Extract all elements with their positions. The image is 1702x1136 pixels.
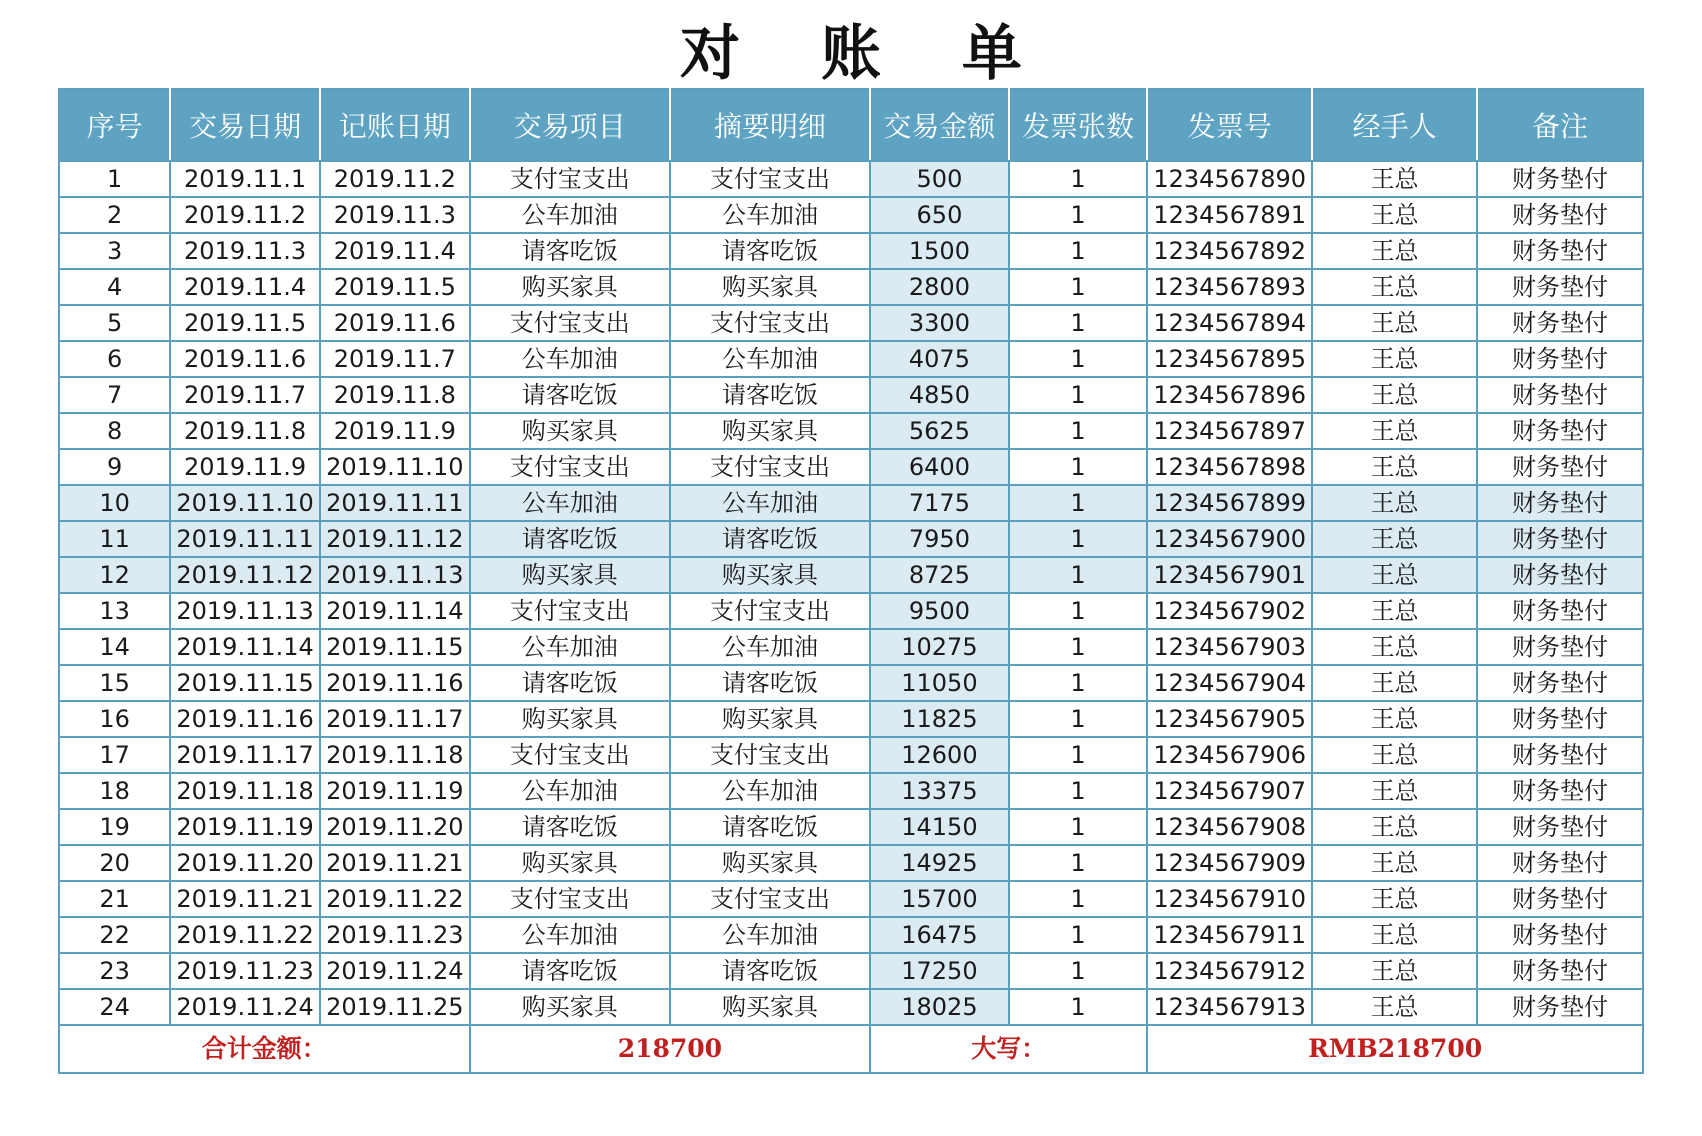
cell-item: 公车加油 [470, 341, 670, 377]
header-remarks: 备注 [1477, 89, 1643, 161]
cell-handler: 王总 [1312, 413, 1477, 449]
cell-invoice-number: 1234567912 [1147, 953, 1312, 989]
cell-summary: 购买家具 [670, 701, 870, 737]
cell-index: 23 [59, 953, 170, 989]
cell-amount: 16475 [870, 917, 1009, 953]
cell-trade-date: 2019.11.10 [170, 485, 320, 521]
cell-invoice-count: 1 [1009, 197, 1148, 233]
cell-invoice-number: 1234567904 [1147, 665, 1312, 701]
cell-remarks: 财务垫付 [1477, 377, 1643, 413]
total-upper-label: 大写： [870, 1025, 1147, 1073]
cell-item: 公车加油 [470, 917, 670, 953]
total-label: 合计金额： [59, 1025, 470, 1073]
cell-handler: 王总 [1312, 665, 1477, 701]
header-item: 交易项目 [470, 89, 670, 161]
cell-item: 支付宝支出 [470, 737, 670, 773]
cell-invoice-count: 1 [1009, 413, 1148, 449]
cell-invoice-count: 1 [1009, 701, 1148, 737]
cell-remarks: 财务垫付 [1477, 413, 1643, 449]
cell-remarks: 财务垫付 [1477, 233, 1643, 269]
cell-summary: 请客吃饭 [670, 233, 870, 269]
total-value: 218700 [470, 1025, 871, 1073]
cell-summary: 请客吃饭 [670, 521, 870, 557]
cell-summary: 公车加油 [670, 197, 870, 233]
header-summary: 摘要明细 [670, 89, 870, 161]
table-row [59, 953, 1643, 989]
cell-trade-date: 2019.11.11 [170, 521, 320, 557]
header-trade-date: 交易日期 [170, 89, 320, 161]
cell-invoice-count: 1 [1009, 485, 1148, 521]
cell-handler: 王总 [1312, 593, 1477, 629]
cell-remarks: 财务垫付 [1477, 881, 1643, 917]
header-handler: 经手人 [1312, 89, 1477, 161]
cell-remarks: 财务垫付 [1477, 917, 1643, 953]
cell-index: 7 [59, 377, 170, 413]
cell-trade-date: 2019.11.16 [170, 701, 320, 737]
total-upper-value: RMB218700 [1147, 1025, 1643, 1073]
cell-invoice-count: 1 [1009, 953, 1148, 989]
cell-index: 6 [59, 341, 170, 377]
cell-handler: 王总 [1312, 161, 1477, 197]
cell-trade-date: 2019.11.23 [170, 953, 320, 989]
cell-handler: 王总 [1312, 269, 1477, 305]
cell-index: 1 [59, 161, 170, 197]
cell-posting-date: 2019.11.10 [320, 449, 470, 485]
cell-invoice-number: 1234567897 [1147, 413, 1312, 449]
cell-amount: 11825 [870, 701, 1009, 737]
cell-remarks: 财务垫付 [1477, 269, 1643, 305]
cell-trade-date: 2019.11.2 [170, 197, 320, 233]
cell-amount: 13375 [870, 773, 1009, 809]
cell-invoice-count: 1 [1009, 449, 1148, 485]
cell-remarks: 财务垫付 [1477, 557, 1643, 593]
table-row [59, 305, 1643, 341]
cell-posting-date: 2019.11.15 [320, 629, 470, 665]
cell-summary: 公车加油 [670, 341, 870, 377]
cell-trade-date: 2019.11.4 [170, 269, 320, 305]
cell-amount: 14150 [870, 809, 1009, 845]
cell-posting-date: 2019.11.4 [320, 233, 470, 269]
cell-invoice-count: 1 [1009, 269, 1148, 305]
cell-index: 8 [59, 413, 170, 449]
cell-index: 16 [59, 701, 170, 737]
cell-remarks: 财务垫付 [1477, 737, 1643, 773]
cell-invoice-number: 1234567895 [1147, 341, 1312, 377]
table-row [59, 269, 1643, 305]
cell-summary: 购买家具 [670, 989, 870, 1025]
cell-handler: 王总 [1312, 773, 1477, 809]
cell-amount: 7175 [870, 485, 1009, 521]
cell-handler: 王总 [1312, 989, 1477, 1025]
cell-posting-date: 2019.11.14 [320, 593, 470, 629]
header-index: 序号 [59, 89, 170, 161]
cell-index: 3 [59, 233, 170, 269]
cell-item: 请客吃饭 [470, 377, 670, 413]
cell-handler: 王总 [1312, 305, 1477, 341]
cell-remarks: 财务垫付 [1477, 773, 1643, 809]
cell-item: 公车加油 [470, 197, 670, 233]
cell-invoice-number: 1234567907 [1147, 773, 1312, 809]
cell-amount: 12600 [870, 737, 1009, 773]
total-row [59, 1025, 1643, 1073]
cell-remarks: 财务垫付 [1477, 521, 1643, 557]
cell-invoice-number: 1234567905 [1147, 701, 1312, 737]
cell-handler: 王总 [1312, 341, 1477, 377]
cell-posting-date: 2019.11.13 [320, 557, 470, 593]
cell-handler: 王总 [1312, 485, 1477, 521]
cell-amount: 4850 [870, 377, 1009, 413]
cell-index: 14 [59, 629, 170, 665]
cell-item: 支付宝支出 [470, 161, 670, 197]
cell-invoice-count: 1 [1009, 341, 1148, 377]
cell-amount: 1500 [870, 233, 1009, 269]
cell-invoice-number: 1234567894 [1147, 305, 1312, 341]
cell-invoice-count: 1 [1009, 305, 1148, 341]
cell-remarks: 财务垫付 [1477, 485, 1643, 521]
cell-item: 支付宝支出 [470, 593, 670, 629]
cell-invoice-number: 1234567890 [1147, 161, 1312, 197]
cell-trade-date: 2019.11.8 [170, 413, 320, 449]
cell-handler: 王总 [1312, 197, 1477, 233]
cell-item: 购买家具 [470, 845, 670, 881]
cell-trade-date: 2019.11.13 [170, 593, 320, 629]
cell-remarks: 财务垫付 [1477, 701, 1643, 737]
cell-amount: 5625 [870, 413, 1009, 449]
cell-invoice-count: 1 [1009, 377, 1148, 413]
cell-amount: 7950 [870, 521, 1009, 557]
cell-trade-date: 2019.11.15 [170, 665, 320, 701]
cell-amount: 4075 [870, 341, 1009, 377]
cell-item: 公车加油 [470, 629, 670, 665]
cell-invoice-count: 1 [1009, 593, 1148, 629]
cell-index: 11 [59, 521, 170, 557]
cell-invoice-count: 1 [1009, 629, 1148, 665]
cell-invoice-count: 1 [1009, 233, 1148, 269]
cell-posting-date: 2019.11.18 [320, 737, 470, 773]
table-body [59, 161, 1643, 1025]
table-row [59, 593, 1643, 629]
cell-posting-date: 2019.11.6 [320, 305, 470, 341]
cell-item: 请客吃饭 [470, 665, 670, 701]
cell-amount: 18025 [870, 989, 1009, 1025]
cell-item: 请客吃饭 [470, 521, 670, 557]
cell-summary: 支付宝支出 [670, 737, 870, 773]
cell-invoice-count: 1 [1009, 521, 1148, 557]
cell-index: 13 [59, 593, 170, 629]
cell-invoice-number: 1234567910 [1147, 881, 1312, 917]
cell-posting-date: 2019.11.20 [320, 809, 470, 845]
cell-index: 2 [59, 197, 170, 233]
cell-invoice-number: 1234567893 [1147, 269, 1312, 305]
cell-trade-date: 2019.11.12 [170, 557, 320, 593]
cell-invoice-number: 1234567906 [1147, 737, 1312, 773]
cell-posting-date: 2019.11.24 [320, 953, 470, 989]
cell-invoice-number: 1234567900 [1147, 521, 1312, 557]
table-row [59, 845, 1643, 881]
cell-trade-date: 2019.11.17 [170, 737, 320, 773]
cell-posting-date: 2019.11.2 [320, 161, 470, 197]
cell-posting-date: 2019.11.5 [320, 269, 470, 305]
cell-amount: 9500 [870, 593, 1009, 629]
header-invoice-count: 发票张数 [1009, 89, 1148, 161]
table-row [59, 737, 1643, 773]
cell-summary: 请客吃饭 [670, 953, 870, 989]
cell-invoice-number: 1234567913 [1147, 989, 1312, 1025]
cell-item: 购买家具 [470, 413, 670, 449]
cell-trade-date: 2019.11.5 [170, 305, 320, 341]
table-row [59, 701, 1643, 737]
cell-index: 20 [59, 845, 170, 881]
cell-trade-date: 2019.11.20 [170, 845, 320, 881]
document-title: 对 账 单 [680, 19, 1052, 89]
cell-item: 请客吃饭 [470, 953, 670, 989]
table-row [59, 989, 1643, 1025]
table-row [59, 161, 1643, 197]
cell-amount: 6400 [870, 449, 1009, 485]
cell-index: 15 [59, 665, 170, 701]
cell-index: 9 [59, 449, 170, 485]
cell-summary: 支付宝支出 [670, 305, 870, 341]
cell-invoice-count: 1 [1009, 773, 1148, 809]
cell-handler: 王总 [1312, 881, 1477, 917]
cell-item: 支付宝支出 [470, 449, 670, 485]
header-amount: 交易金额 [870, 89, 1009, 161]
cell-index: 18 [59, 773, 170, 809]
cell-index: 10 [59, 485, 170, 521]
cell-trade-date: 2019.11.1 [170, 161, 320, 197]
cell-invoice-count: 1 [1009, 665, 1148, 701]
cell-trade-date: 2019.11.9 [170, 449, 320, 485]
cell-amount: 650 [870, 197, 1009, 233]
cell-summary: 支付宝支出 [670, 449, 870, 485]
cell-summary: 公车加油 [670, 773, 870, 809]
cell-remarks: 财务垫付 [1477, 989, 1643, 1025]
cell-invoice-number: 1234567908 [1147, 809, 1312, 845]
table-row [59, 773, 1643, 809]
cell-summary: 请客吃饭 [670, 377, 870, 413]
cell-amount: 500 [870, 161, 1009, 197]
table-row [59, 449, 1643, 485]
cell-posting-date: 2019.11.11 [320, 485, 470, 521]
cell-invoice-count: 1 [1009, 557, 1148, 593]
cell-handler: 王总 [1312, 953, 1477, 989]
cell-remarks: 财务垫付 [1477, 161, 1643, 197]
cell-trade-date: 2019.11.24 [170, 989, 320, 1025]
cell-remarks: 财务垫付 [1477, 665, 1643, 701]
cell-invoice-number: 1234567902 [1147, 593, 1312, 629]
cell-handler: 王总 [1312, 809, 1477, 845]
cell-invoice-number: 1234567901 [1147, 557, 1312, 593]
cell-invoice-count: 1 [1009, 737, 1148, 773]
cell-item: 公车加油 [470, 773, 670, 809]
cell-summary: 支付宝支出 [670, 593, 870, 629]
cell-summary: 支付宝支出 [670, 161, 870, 197]
table-row [59, 881, 1643, 917]
table-row [59, 377, 1643, 413]
cell-handler: 王总 [1312, 917, 1477, 953]
cell-item: 购买家具 [470, 557, 670, 593]
cell-item: 购买家具 [470, 701, 670, 737]
cell-trade-date: 2019.11.18 [170, 773, 320, 809]
header-row [59, 89, 1643, 161]
cell-trade-date: 2019.11.22 [170, 917, 320, 953]
cell-remarks: 财务垫付 [1477, 809, 1643, 845]
cell-summary: 购买家具 [670, 413, 870, 449]
cell-posting-date: 2019.11.25 [320, 989, 470, 1025]
cell-trade-date: 2019.11.7 [170, 377, 320, 413]
table-row [59, 341, 1643, 377]
cell-posting-date: 2019.11.23 [320, 917, 470, 953]
cell-index: 22 [59, 917, 170, 953]
cell-amount: 10275 [870, 629, 1009, 665]
cell-invoice-number: 1234567892 [1147, 233, 1312, 269]
cell-invoice-count: 1 [1009, 881, 1148, 917]
cell-posting-date: 2019.11.8 [320, 377, 470, 413]
table-row [59, 521, 1643, 557]
cell-trade-date: 2019.11.6 [170, 341, 320, 377]
table-row [59, 809, 1643, 845]
cell-item: 支付宝支出 [470, 305, 670, 341]
cell-summary: 支付宝支出 [670, 881, 870, 917]
table-row [59, 665, 1643, 701]
table-row [59, 557, 1643, 593]
cell-posting-date: 2019.11.12 [320, 521, 470, 557]
reconciliation-table [58, 88, 1644, 1074]
cell-posting-date: 2019.11.19 [320, 773, 470, 809]
cell-handler: 王总 [1312, 521, 1477, 557]
cell-invoice-count: 1 [1009, 161, 1148, 197]
cell-invoice-count: 1 [1009, 845, 1148, 881]
cell-amount: 2800 [870, 269, 1009, 305]
cell-amount: 17250 [870, 953, 1009, 989]
cell-summary: 公车加油 [670, 485, 870, 521]
cell-index: 21 [59, 881, 170, 917]
cell-index: 12 [59, 557, 170, 593]
cell-remarks: 财务垫付 [1477, 341, 1643, 377]
cell-item: 支付宝支出 [470, 881, 670, 917]
header-invoice-number: 发票号 [1147, 89, 1312, 161]
table-row [59, 917, 1643, 953]
cell-posting-date: 2019.11.21 [320, 845, 470, 881]
cell-invoice-number: 1234567896 [1147, 377, 1312, 413]
cell-invoice-number: 1234567909 [1147, 845, 1312, 881]
cell-trade-date: 2019.11.14 [170, 629, 320, 665]
cell-handler: 王总 [1312, 233, 1477, 269]
cell-invoice-count: 1 [1009, 989, 1148, 1025]
cell-handler: 王总 [1312, 629, 1477, 665]
cell-index: 24 [59, 989, 170, 1025]
cell-remarks: 财务垫付 [1477, 629, 1643, 665]
cell-handler: 王总 [1312, 377, 1477, 413]
cell-summary: 购买家具 [670, 269, 870, 305]
cell-posting-date: 2019.11.22 [320, 881, 470, 917]
cell-amount: 8725 [870, 557, 1009, 593]
cell-index: 17 [59, 737, 170, 773]
cell-posting-date: 2019.11.9 [320, 413, 470, 449]
cell-summary: 请客吃饭 [670, 665, 870, 701]
cell-index: 4 [59, 269, 170, 305]
cell-remarks: 财务垫付 [1477, 197, 1643, 233]
cell-posting-date: 2019.11.3 [320, 197, 470, 233]
cell-summary: 购买家具 [670, 845, 870, 881]
cell-amount: 14925 [870, 845, 1009, 881]
table-row [59, 233, 1643, 269]
table-row [59, 197, 1643, 233]
cell-handler: 王总 [1312, 701, 1477, 737]
cell-handler: 王总 [1312, 449, 1477, 485]
header-posting-date: 记账日期 [320, 89, 470, 161]
cell-remarks: 财务垫付 [1477, 845, 1643, 881]
cell-trade-date: 2019.11.19 [170, 809, 320, 845]
cell-posting-date: 2019.11.16 [320, 665, 470, 701]
cell-remarks: 财务垫付 [1477, 305, 1643, 341]
table-row [59, 413, 1643, 449]
cell-handler: 王总 [1312, 845, 1477, 881]
cell-item: 请客吃饭 [470, 809, 670, 845]
cell-posting-date: 2019.11.7 [320, 341, 470, 377]
cell-remarks: 财务垫付 [1477, 953, 1643, 989]
cell-amount: 3300 [870, 305, 1009, 341]
cell-handler: 王总 [1312, 557, 1477, 593]
table-row [59, 629, 1643, 665]
cell-invoice-number: 1234567898 [1147, 449, 1312, 485]
cell-posting-date: 2019.11.17 [320, 701, 470, 737]
table-row [59, 485, 1643, 521]
cell-index: 5 [59, 305, 170, 341]
cell-summary: 请客吃饭 [670, 809, 870, 845]
cell-summary: 购买家具 [670, 557, 870, 593]
cell-summary: 公车加油 [670, 629, 870, 665]
cell-trade-date: 2019.11.21 [170, 881, 320, 917]
cell-amount: 15700 [870, 881, 1009, 917]
cell-remarks: 财务垫付 [1477, 449, 1643, 485]
cell-item: 购买家具 [470, 989, 670, 1025]
cell-remarks: 财务垫付 [1477, 593, 1643, 629]
cell-invoice-number: 1234567911 [1147, 917, 1312, 953]
cell-item: 购买家具 [470, 269, 670, 305]
cell-handler: 王总 [1312, 737, 1477, 773]
cell-invoice-count: 1 [1009, 917, 1148, 953]
cell-item: 公车加油 [470, 485, 670, 521]
cell-invoice-count: 1 [1009, 809, 1148, 845]
cell-invoice-number: 1234567899 [1147, 485, 1312, 521]
cell-trade-date: 2019.11.3 [170, 233, 320, 269]
cell-amount: 11050 [870, 665, 1009, 701]
cell-item: 请客吃饭 [470, 233, 670, 269]
cell-index: 19 [59, 809, 170, 845]
cell-summary: 公车加油 [670, 917, 870, 953]
cell-invoice-number: 1234567891 [1147, 197, 1312, 233]
cell-invoice-number: 1234567903 [1147, 629, 1312, 665]
